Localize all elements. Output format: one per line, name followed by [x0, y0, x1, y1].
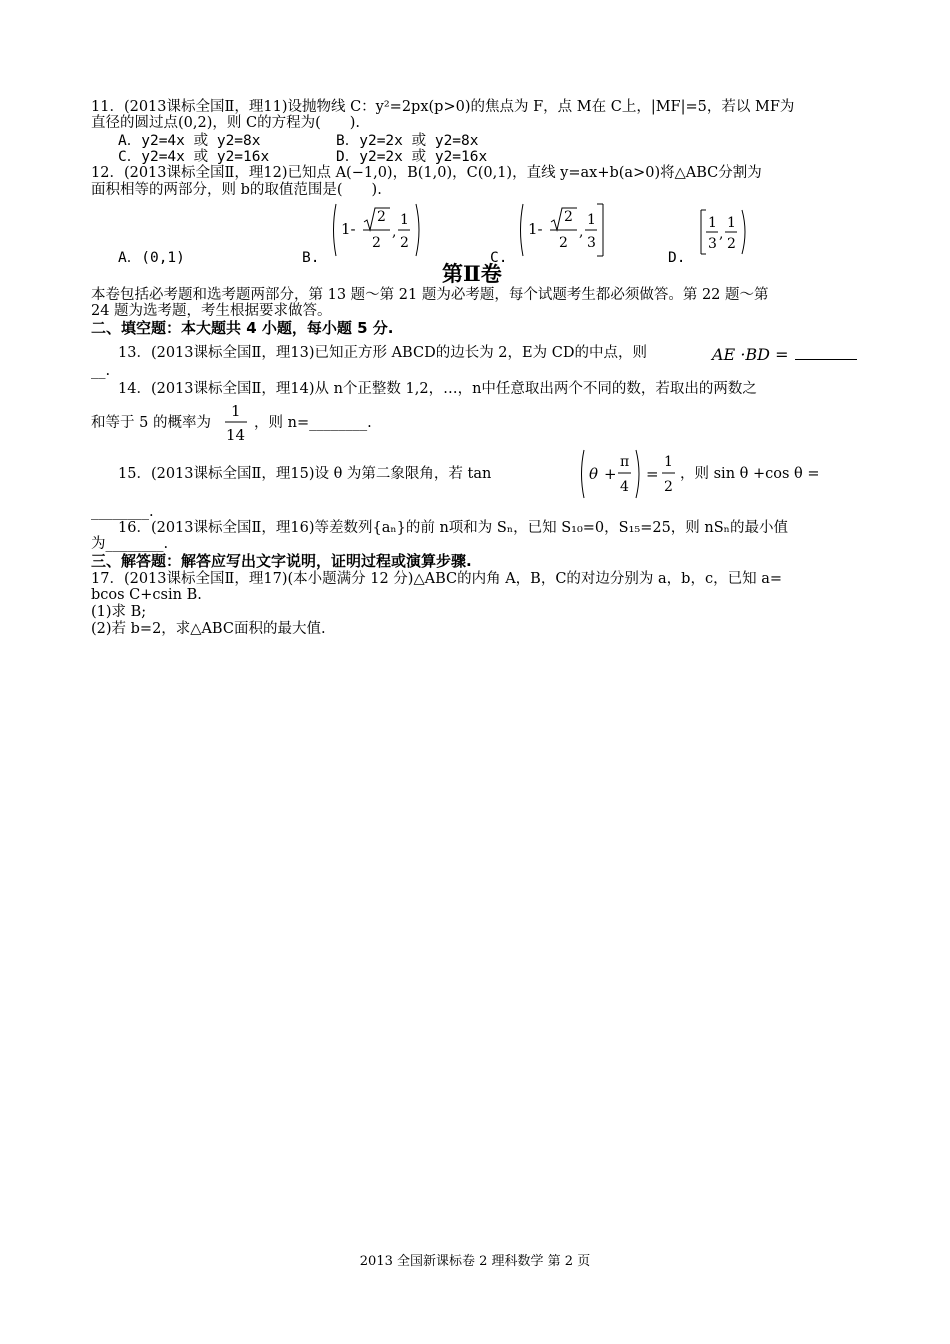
- q11-option-d: D．y2=2x 或 y2=16x: [336, 149, 488, 165]
- q12-option-c-label: C.: [490, 250, 508, 266]
- q14-fraction-numerator: 1: [231, 402, 241, 420]
- part2-title: 第Ⅱ卷: [442, 261, 502, 286]
- q12-option-d-formula: [696, 207, 752, 257]
- section-answer-heading: 三、解答题：解答应写出文字说明，证明过程或演算步骤.: [91, 552, 472, 570]
- q12-b-root: 2: [377, 209, 386, 225]
- q13-answer-blank: [795, 347, 857, 360]
- part2-intro-line1: 本卷包括必考题和选考题两部分，第 13 题～第 21 题为必考题，每个试题考生都必须做答。第 22 题～第: [91, 287, 769, 303]
- q12-c-n2: 1: [587, 212, 596, 228]
- q12-line1: 12．(2013课标全国Ⅱ，理12)已知点 A(−1,0)，B(1,0)，C(0,1)，直线 y=ax+b(a>0)将△ABC分割为: [91, 165, 762, 181]
- svg-text:,: ,: [392, 224, 397, 240]
- q15-eq: =: [646, 465, 659, 483]
- q14-fraction: [222, 400, 252, 446]
- q17-line2: bcos C+csin B.: [91, 587, 202, 603]
- q15-formula: [578, 448, 688, 500]
- q12-d-n2: 1: [727, 215, 736, 231]
- q12-b-one: 1-: [341, 220, 356, 238]
- svg-text:,: ,: [719, 226, 724, 242]
- q11-line2: 直径的圆过点(0,2)，则 C的方程为( ).: [91, 115, 360, 131]
- svg-text:,: ,: [579, 224, 584, 240]
- q12-option-d-label: D.: [668, 250, 686, 266]
- q12-c-root: 2: [564, 209, 573, 225]
- q17-line1: 17．(2013课标全国Ⅱ，理17)(本小题满分 12 分)△ABC的内角 A，B，C的对边分别为 a，b，c，已知 a=: [91, 571, 782, 587]
- q16-line1: 16．(2013课标全国Ⅱ，理16)等差数列{aₙ}的前 n项和为 Sₙ，已知 S₁₀=0，S₁₅=25，则 nSₙ的最小值: [118, 520, 788, 536]
- q12-option-b-label: B.: [302, 250, 320, 266]
- q15-pi: π: [620, 454, 630, 470]
- q12-c-d2: 3: [587, 235, 596, 251]
- q11-line1: 11．(2013课标全国Ⅱ，理11)设抛物线 C：y²=2px(p>0)的焦点为 F，点 M在 C上，|MF|=5，若以 MF为: [91, 99, 795, 115]
- q12-option-c-formula: [517, 200, 612, 260]
- q13-expression: AE ·BD =: [712, 345, 789, 364]
- q11-option-a: A．y2=4x 或 y2=8x: [118, 133, 261, 149]
- part2-intro-line2: 24 题为选考题，考生根据要求做答。: [91, 303, 332, 319]
- q15-theta: θ: [589, 465, 599, 483]
- q14-fraction-denominator: 14: [226, 426, 246, 444]
- q15-lead: 15．(2013课标全国Ⅱ，理15)设 θ 为第二象限角，若 tan: [118, 466, 492, 482]
- q12-b-n2: 1: [400, 212, 409, 228]
- q12-b-den: 2: [372, 235, 381, 251]
- q15-four: 4: [620, 479, 629, 495]
- q17-part1: (1)求 B;: [91, 604, 147, 620]
- q12-line2: 面积相等的两部分，则 b的取值范围是( ).: [91, 182, 382, 198]
- q14-line1: 14．(2013课标全国Ⅱ，理14)从 n个正整数 1,2，…，n中任意取出两个不同的数，若取出的两数之: [118, 381, 757, 397]
- q12-c-one: 1-: [528, 220, 543, 238]
- q15-tail: ，则 sin θ +cos θ =: [680, 466, 820, 482]
- q15-plus: +: [604, 465, 617, 483]
- q12-c-den: 2: [559, 235, 568, 251]
- q12-d-n1: 1: [708, 215, 717, 231]
- q15-half-denominator: 2: [664, 479, 673, 495]
- q17-part2: (2)若 b=2，求△ABC面积的最大值.: [91, 621, 326, 637]
- q13-continuation: __.: [91, 363, 111, 379]
- q12-d-d2: 2: [727, 236, 736, 252]
- q12-d-d1: 3: [708, 236, 717, 252]
- page-footer: 2013 全国新课标卷 2 理科数学 第 2 页: [359, 1254, 591, 1269]
- q12-b-d2: 2: [400, 235, 409, 251]
- q16-line2: 为________.: [91, 536, 169, 552]
- q11-option-b: B．y2=2x 或 y2=8x: [336, 133, 479, 149]
- q11-option-c: C．y2=4x 或 y2=16x: [118, 149, 270, 165]
- q15-half-numerator: 1: [664, 454, 673, 470]
- q14-line2-start: 和等于 5 的概率为: [91, 415, 211, 431]
- section-fill-blank-heading: 二、填空题：本大题共 4 小题，每小题 5 分.: [91, 319, 394, 337]
- q13-text: 13．(2013课标全国Ⅱ，理13)已知正方形 ABCD的边长为 2，E为 CD的中点，则: [118, 345, 647, 361]
- q12-option-a: A．(0,1): [118, 250, 185, 266]
- q15-continuation: ________.: [91, 504, 154, 520]
- q12-option-b-formula: [330, 200, 425, 260]
- q14-line2-end: ，则 n=________.: [254, 415, 372, 431]
